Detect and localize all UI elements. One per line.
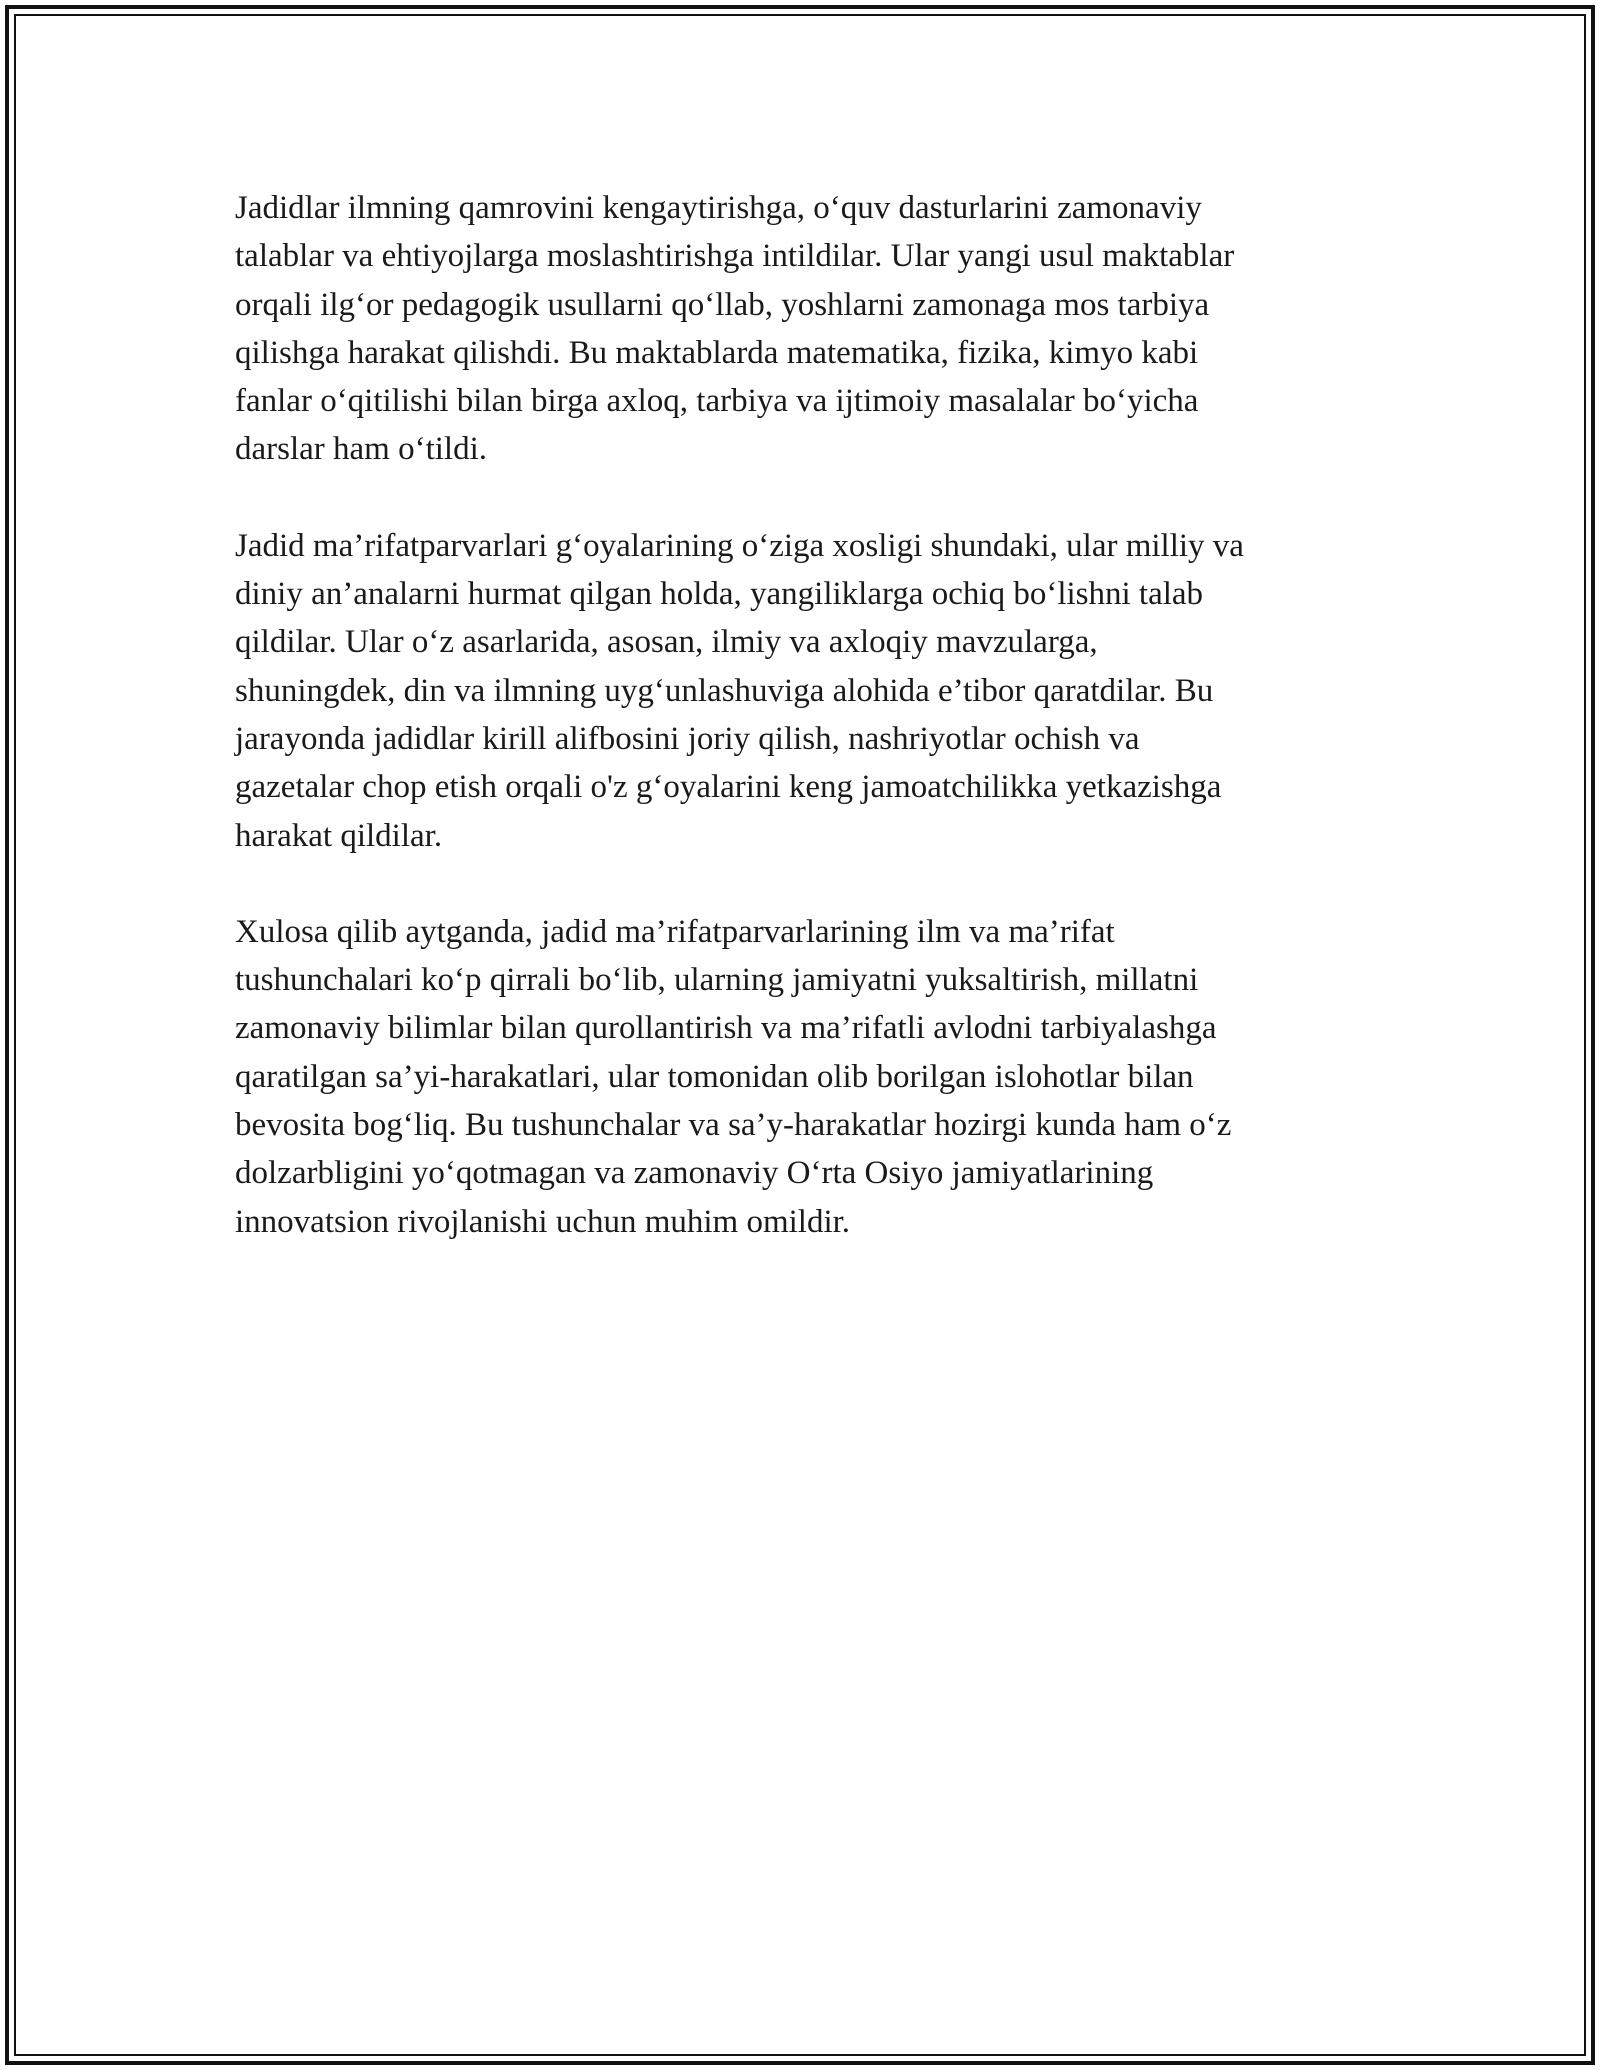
text-line: talablar va ehtiyojlarga moslashtirishga intildilar. Ular yangi usul maktablar <box>235 238 1235 275</box>
text-line: Xulosa qilib aytganda, jadid ma’rifatparvarlarining ilm va ma’rifat <box>235 913 1115 950</box>
text-line: orqali ilg‘or pedagogik usullarni qo‘llab, yoshlarni zamonaga mos tarbiya <box>235 286 1210 323</box>
paragraph-2 <box>235 522 1375 860</box>
text-line: qildilar. Ular o‘z asarlarida, asosan, ilmiy va axloqiy mavzularga, <box>235 624 1098 661</box>
text-line: jarayonda jadidlar kirill alifbosini joriy qilish, nashriyotlar ochish va <box>235 720 1140 757</box>
text-line: diniy an’analarni hurmat qilgan holda, yangiliklarga ochiq bo‘lishni talab <box>235 576 1204 613</box>
text-line: bevosita bog‘liq. Bu tushunchalar va sa’y-harakatlar hozirgi kunda ham o‘z <box>235 1107 1232 1144</box>
text-line: zamonaviy bilimlar bilan qurollantirish va ma’rifatli avlodni tarbiyalashga <box>235 1010 1217 1047</box>
paragraph-3 <box>235 908 1375 1246</box>
paragraph-1 <box>235 184 1375 474</box>
text-line: dolzarbligini yo‘qotmagan va zamonaviy O‘rta Osiyo jamiyatlarining <box>235 1155 1154 1192</box>
text-line: Jadid ma’rifatparvarlari g‘oyalarining o‘ziga xosligi shundaki, ular milliy va <box>235 527 1244 564</box>
text-line: shuningdek, din va ilmning uyg‘unlashuviga alohida e’tibor qaratdilar. Bu <box>235 672 1214 709</box>
text-line: tushunchalari ko‘p qirrali bo‘lib, ularning jamiyatni yuksaltirish, millatni <box>235 962 1199 999</box>
text-line: fanlar o‘qitilishi bilan birga axloq, tarbiya va ijtimoiy masalalar bo‘yicha <box>235 383 1199 420</box>
text-line: Jadidlar ilmning qamrovini kengaytirishga, o‘quv dasturlarini zamonaviy <box>235 190 1202 226</box>
text-line: qilishga harakat qilishdi. Bu maktablarda matematika, fizika, kimyo kabi <box>235 334 1199 371</box>
text-line: darslar ham o‘tildi. <box>235 431 488 468</box>
text-line: gazetalar chop etish orqali o'z g‘oyalarini keng jamoatchilikka yetkazishga <box>235 769 1222 806</box>
text-line: qaratilgan sa’yi-harakatlari, ular tomonidan olib borilgan islohotlar bilan <box>235 1058 1194 1095</box>
document-body <box>235 184 1375 1294</box>
text-line: harakat qildilar. <box>235 817 443 854</box>
text-line: innovatsion rivojlanishi uchun muhim omildir. <box>235 1203 851 1240</box>
